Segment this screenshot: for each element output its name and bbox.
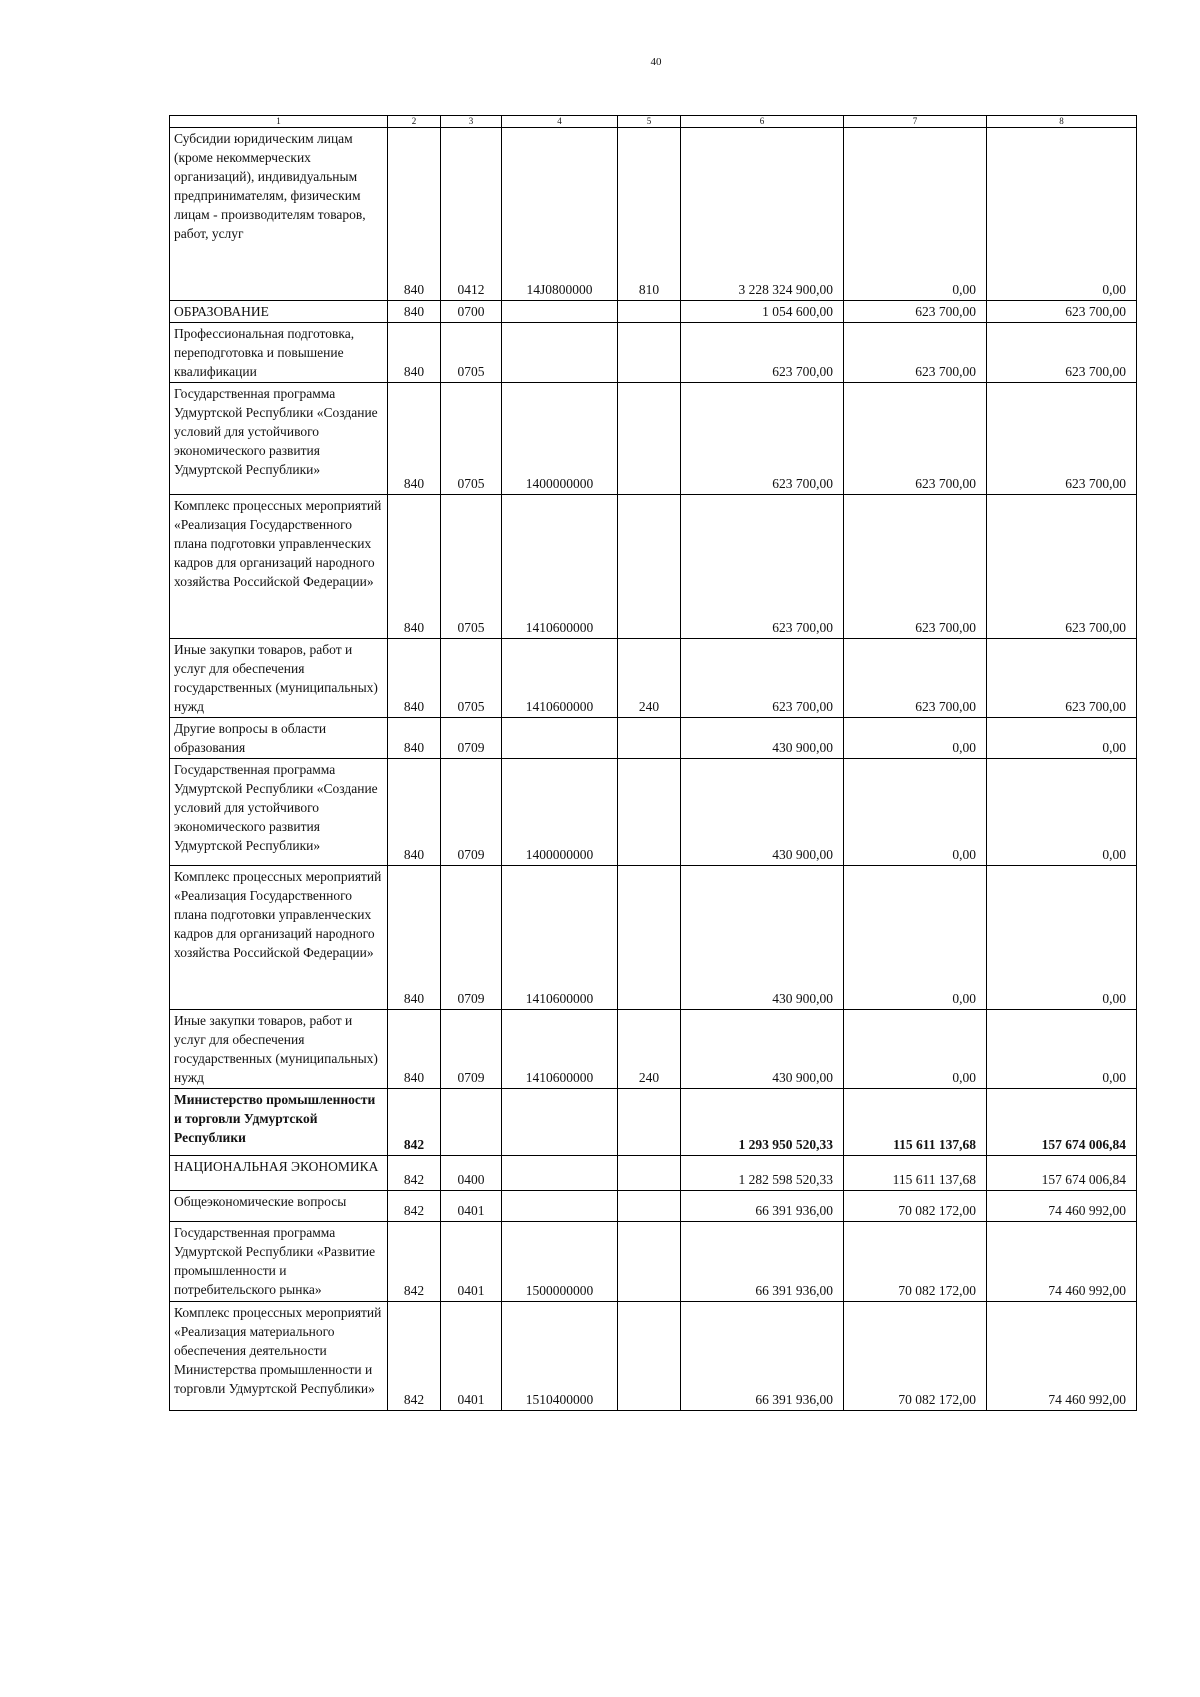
section-code: 0709 <box>441 718 502 759</box>
grbs-code: 840 <box>388 639 441 718</box>
table-row <box>170 1222 1137 1302</box>
amount-year-1: 623 700,00 <box>681 639 844 718</box>
amount-year-3: 0,00 <box>987 866 1137 1010</box>
amount-year-3: 623 700,00 <box>987 323 1137 383</box>
amount-year-2: 623 700,00 <box>844 383 987 495</box>
amount-year-2: 623 700,00 <box>844 495 987 639</box>
target-article: 1400000000 <box>502 383 618 495</box>
expense-type <box>618 1191 681 1222</box>
amount-year-2: 623 700,00 <box>844 301 987 323</box>
amount-year-1: 3 228 324 900,00 <box>681 128 844 301</box>
expense-type <box>618 718 681 759</box>
section-code: 0700 <box>441 301 502 323</box>
grbs-code: 840 <box>388 866 441 1010</box>
section-code: 0705 <box>441 495 502 639</box>
amount-year-1: 430 900,00 <box>681 1010 844 1089</box>
table-row <box>170 1089 1137 1156</box>
amount-year-1: 66 391 936,00 <box>681 1302 844 1411</box>
amount-year-2: 115 611 137,68 <box>844 1156 987 1191</box>
row-name: Общеэкономические вопросы <box>170 1191 388 1222</box>
expense-type <box>618 495 681 639</box>
row-name: Комплекс процессных мероприятий «Реализация Государственного плана подготовки управленческих кадров для организаций народного хозяйства Российской Федерации» <box>170 866 388 1010</box>
section-code: 0401 <box>441 1191 502 1222</box>
amount-year-3: 623 700,00 <box>987 301 1137 323</box>
expense-type: 240 <box>618 639 681 718</box>
column-numbers-row <box>170 116 1137 128</box>
expense-type: 240 <box>618 1010 681 1089</box>
row-name: Комплекс процессных мероприятий «Реализация материального обеспечения деятельности Министерства промышленности и торговли Удмуртской Республики» <box>170 1302 388 1411</box>
expense-type <box>618 1302 681 1411</box>
amount-year-1: 1 282 598 520,33 <box>681 1156 844 1191</box>
row-name: Министерство промышленности и торговли Удмуртской Республики <box>170 1089 388 1156</box>
section-code <box>441 1089 502 1156</box>
page-number: 40 <box>650 56 662 68</box>
amount-year-1: 623 700,00 <box>681 323 844 383</box>
table-row <box>170 323 1137 383</box>
amount-year-3: 623 700,00 <box>987 383 1137 495</box>
row-name: Другие вопросы в области образования <box>170 718 388 759</box>
row-name: Государственная программа Удмуртской Республики «Развитие промышленности и потребительского рынка» <box>170 1222 388 1302</box>
section-code: 0412 <box>441 128 502 301</box>
target-article <box>502 1156 618 1191</box>
expense-type: 810 <box>618 128 681 301</box>
expense-type <box>618 759 681 866</box>
target-article: 1400000000 <box>502 759 618 866</box>
grbs-code: 840 <box>388 495 441 639</box>
row-name: Комплекс процессных мероприятий «Реализация Государственного плана подготовки управленческих кадров для организаций народного хозяйства Российской Федерации» <box>170 495 388 639</box>
amount-year-1: 1 054 600,00 <box>681 301 844 323</box>
target-article <box>502 301 618 323</box>
amount-year-1: 623 700,00 <box>681 495 844 639</box>
column-number: 3 <box>441 116 502 128</box>
amount-year-1: 430 900,00 <box>681 866 844 1010</box>
row-name: Субсидии юридическим лицам (кроме некоммерческих организаций), индивидуальным предпринимателям, физическим лицам - производителям товаров, работ, услуг <box>170 128 388 301</box>
grbs-code: 840 <box>388 301 441 323</box>
expense-type <box>618 1222 681 1302</box>
expense-type <box>618 323 681 383</box>
amount-year-3: 623 700,00 <box>987 639 1137 718</box>
amount-year-3: 74 460 992,00 <box>987 1302 1137 1411</box>
target-article: 1510400000 <box>502 1302 618 1411</box>
section-code: 0401 <box>441 1302 502 1411</box>
target-article: 1410600000 <box>502 639 618 718</box>
section-code: 0401 <box>441 1222 502 1302</box>
row-name: Государственная программа Удмуртской Республики «Создание условий для устойчивого экономического развития Удмуртской Республики» <box>170 759 388 866</box>
table-row <box>170 718 1137 759</box>
section-code: 0709 <box>441 866 502 1010</box>
grbs-code: 840 <box>388 323 441 383</box>
target-article <box>502 1191 618 1222</box>
table-row <box>170 301 1137 323</box>
row-name: Государственная программа Удмуртской Республики «Создание условий для устойчивого экономического развития Удмуртской Республики» <box>170 383 388 495</box>
grbs-code: 840 <box>388 759 441 866</box>
target-article: 1410600000 <box>502 1010 618 1089</box>
grbs-code: 840 <box>388 1010 441 1089</box>
row-name: ОБРАЗОВАНИЕ <box>170 301 388 323</box>
column-number: 8 <box>987 116 1137 128</box>
amount-year-2: 623 700,00 <box>844 323 987 383</box>
table-row <box>170 383 1137 495</box>
section-code: 0705 <box>441 639 502 718</box>
target-article: 1500000000 <box>502 1222 618 1302</box>
section-code: 0705 <box>441 383 502 495</box>
amount-year-3: 157 674 006,84 <box>987 1156 1137 1191</box>
section-code: 0709 <box>441 1010 502 1089</box>
column-number: 1 <box>170 116 388 128</box>
amount-year-2: 0,00 <box>844 718 987 759</box>
budget-table <box>169 115 1137 1411</box>
amount-year-2: 70 082 172,00 <box>844 1302 987 1411</box>
amount-year-2: 0,00 <box>844 128 987 301</box>
grbs-code: 840 <box>388 128 441 301</box>
amount-year-1: 1 293 950 520,33 <box>681 1089 844 1156</box>
row-name: Профессиональная подготовка, переподготовка и повышение квалификации <box>170 323 388 383</box>
amount-year-2: 70 082 172,00 <box>844 1222 987 1302</box>
grbs-code: 842 <box>388 1222 441 1302</box>
grbs-code: 840 <box>388 718 441 759</box>
amount-year-2: 115 611 137,68 <box>844 1089 987 1156</box>
section-code: 0400 <box>441 1156 502 1191</box>
amount-year-2: 0,00 <box>844 866 987 1010</box>
amount-year-3: 74 460 992,00 <box>987 1191 1137 1222</box>
table-row <box>170 759 1137 866</box>
section-code: 0709 <box>441 759 502 866</box>
section-code: 0705 <box>441 323 502 383</box>
amount-year-3: 0,00 <box>987 128 1137 301</box>
amount-year-1: 623 700,00 <box>681 383 844 495</box>
amount-year-2: 0,00 <box>844 1010 987 1089</box>
table-row <box>170 639 1137 718</box>
row-name: Иные закупки товаров, работ и услуг для обеспечения государственных (муниципальных) нужд <box>170 639 388 718</box>
table-row <box>170 1156 1137 1191</box>
amount-year-1: 430 900,00 <box>681 718 844 759</box>
grbs-code: 842 <box>388 1089 441 1156</box>
amount-year-2: 0,00 <box>844 759 987 866</box>
table-row <box>170 1302 1137 1411</box>
table-row <box>170 1010 1137 1089</box>
amount-year-1: 66 391 936,00 <box>681 1191 844 1222</box>
column-number: 4 <box>502 116 618 128</box>
amount-year-2: 623 700,00 <box>844 639 987 718</box>
amount-year-3: 0,00 <box>987 1010 1137 1089</box>
amount-year-3: 74 460 992,00 <box>987 1222 1137 1302</box>
amount-year-3: 157 674 006,84 <box>987 1089 1137 1156</box>
target-article <box>502 323 618 383</box>
table-row <box>170 866 1137 1010</box>
grbs-code: 840 <box>388 383 441 495</box>
row-name: Иные закупки товаров, работ и услуг для обеспечения государственных (муниципальных) нужд <box>170 1010 388 1089</box>
target-article: 1410600000 <box>502 495 618 639</box>
target-article <box>502 718 618 759</box>
table-row <box>170 128 1137 301</box>
expense-type <box>618 1089 681 1156</box>
expense-type <box>618 383 681 495</box>
column-number: 7 <box>844 116 987 128</box>
amount-year-3: 0,00 <box>987 718 1137 759</box>
column-number: 5 <box>618 116 681 128</box>
amount-year-3: 0,00 <box>987 759 1137 866</box>
expense-type <box>618 301 681 323</box>
target-article <box>502 1089 618 1156</box>
amount-year-2: 70 082 172,00 <box>844 1191 987 1222</box>
expense-type <box>618 866 681 1010</box>
target-article: 14J0800000 <box>502 128 618 301</box>
table-row <box>170 495 1137 639</box>
column-number: 6 <box>681 116 844 128</box>
target-article: 1410600000 <box>502 866 618 1010</box>
amount-year-1: 430 900,00 <box>681 759 844 866</box>
column-number: 2 <box>388 116 441 128</box>
row-name: НАЦИОНАЛЬНАЯ ЭКОНОМИКА <box>170 1156 388 1191</box>
table-row <box>170 1191 1137 1222</box>
grbs-code: 842 <box>388 1191 441 1222</box>
grbs-code: 842 <box>388 1302 441 1411</box>
amount-year-1: 66 391 936,00 <box>681 1222 844 1302</box>
expense-type <box>618 1156 681 1191</box>
grbs-code: 842 <box>388 1156 441 1191</box>
amount-year-3: 623 700,00 <box>987 495 1137 639</box>
